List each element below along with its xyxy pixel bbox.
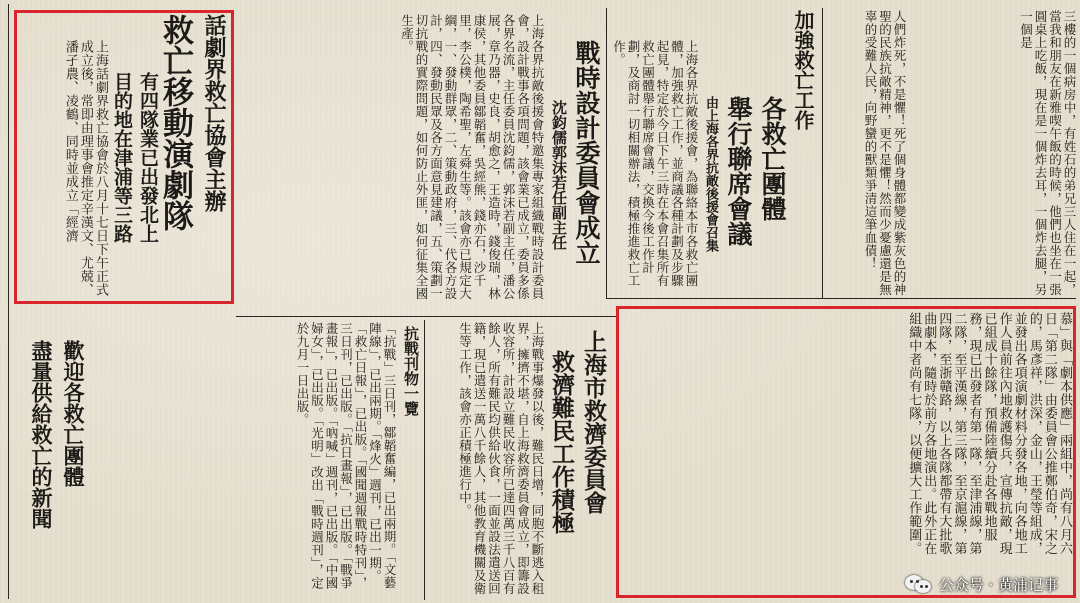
article-body: 「抗戰」三日刊，鄒韜奮編，已出兩期。「文藝陣線」，已出兩期。「烽火」週刊，已出一期。「救亡日報」，已出版。「國聞週報戰時特刊」，三日刊，已出版。「抗日畫報」，已出版。「戰爭畫報」，已出版。「吶喊」週刊，已出版。「中國婦女」，已出版。「光明」改出「戰時週刊」，定於九月一日出版。 bbox=[295, 322, 397, 590]
column-rule bbox=[8, 4, 9, 599]
section-rule bbox=[236, 316, 616, 317]
article-body: 上海各界抗敵後援會，為聯絡本市各救亡團體，加強救亡工作，並商議各種計劃及步驟起見，特定於今日下午三時在本會召集所有救亡團體舉行聯席會議，交換今後工作計劃，及商討一切相關辦法，積極推進救亡工作。 bbox=[611, 40, 699, 287]
wechat-icon bbox=[905, 573, 933, 595]
notice-headline: 盡量供給救亡的新聞 bbox=[29, 340, 54, 529]
article-headline: 救亡移動演劇隊 bbox=[157, 14, 193, 231]
article-body: 人們炸死，不是懼！死了個身體都變成紫灰色的神聖的民族抗敵精神，更不是懼！然而少憂慮還是無辜的受難人民，向野蠻的獸類爭清這筆血債！ bbox=[863, 10, 907, 296]
article-headline: 各救亡團體 bbox=[758, 96, 787, 221]
section-rule bbox=[606, 298, 1076, 299]
watermark-text: 公众号 · 黄浦记事 bbox=[938, 575, 1058, 594]
article-body: 上海戰事爆發以後，難民日增，同胞不斷逃入租界，擁擠不堪，自上海救濟委員會成立，即籌設收容所，計設立難民收容所已達四萬三千八百有餘人，所有難民均供給伙食，一面並設法遣送回籍，現已遣送一萬八千餘人，其他教育機關及衛生等工作，該會亦正積極進行中。 bbox=[457, 322, 545, 595]
article-headline: 上海市救濟委員會 bbox=[580, 330, 607, 514]
article-subtitle: 有四隊業已出發北上 bbox=[137, 72, 159, 243]
column-rule bbox=[822, 8, 823, 298]
article-body: 上海各界抗敵後援會特邀集專家組織戰時設計委員會，設計戰事各項問題，該會業已成立，委員多係各界名流，主任委員沈鈞儒，郭沫若副主任，潘公展，章乃器，史良，胡愈之，王造時，錢俊瑞，林康侯，其他委員鄒韜奮，吳經熊，錢亦石，沙千里，李公樸，陶希聖，左舜生等。該會亦已規定大綱，一、發動群眾，二、策動政府，三、代各方設計，四、發動民眾及各方面意見建議，五、策劃一切抗戰的實際問題，如何防止外匪，如何征集全國生產。 bbox=[399, 14, 545, 300]
article-byline: 由上海各界抗敵後援會召集 bbox=[703, 96, 718, 252]
article-byline: 沈鈞儒郭沫若任副主任 bbox=[550, 100, 568, 250]
article-headline: 舉行聯席會議 bbox=[724, 96, 753, 246]
article-headline: 戰時設計委員會成立 bbox=[572, 40, 601, 265]
watermark bbox=[905, 573, 1058, 595]
article-body: 三樓的一個病房中，有姓石的弟兄三人住在一起，當我和朋友在新雅喫午飯的時候，他們也坐在一張圓桌上吃飯，現在是一個炸去耳，一個炸去腿，另一個是 bbox=[1018, 10, 1077, 296]
article-body: 慕」與「劇本供應」兩組中，尚有八月六日「第二隊」由委員會公推鄭伯奇，宋之的，馬彥祥，洪深，金山，王瑩等組成，並發出各項演劇材料分發各地，向各地工作人員前往內地救護傷兵，宣傳抗敵，現已組成十餘隊，預備陸續分赴各戰地服務，現已出發者有第一隊，至津浦線，第二隊，至平漢線，第三隊，至京滬線，第四隊，至浙贛路，以上各隊都帶有大批歌曲劇本，隨時於前方各地演出。此外正在組織中者尚有七隊，以便擴大工作範圍。 bbox=[906, 312, 1072, 555]
column-rule bbox=[424, 320, 425, 600]
article-title: 話劇界救亡協會主辦 bbox=[201, 14, 227, 212]
highlight-box bbox=[616, 306, 1076, 598]
article-headline: 抗戰刊物一覽 bbox=[402, 326, 420, 416]
article-headline: 救濟難民工作積極 bbox=[548, 350, 575, 534]
article-headline: 加強救亡工作 bbox=[791, 10, 815, 130]
article-body: 上海話劇界救亡協會於八月十七日下午正式成立後，常即由理事會推定辛漢文、尤兢、潘孑農、凌鶴、同時並成立「經濟 bbox=[62, 40, 108, 297]
highlight-box bbox=[14, 10, 234, 304]
column-rule bbox=[606, 8, 607, 298]
article-subtitle: 目的地在津浦等三路 bbox=[111, 72, 133, 243]
notice-headline: 歡迎各救亡團體 bbox=[61, 340, 86, 487]
